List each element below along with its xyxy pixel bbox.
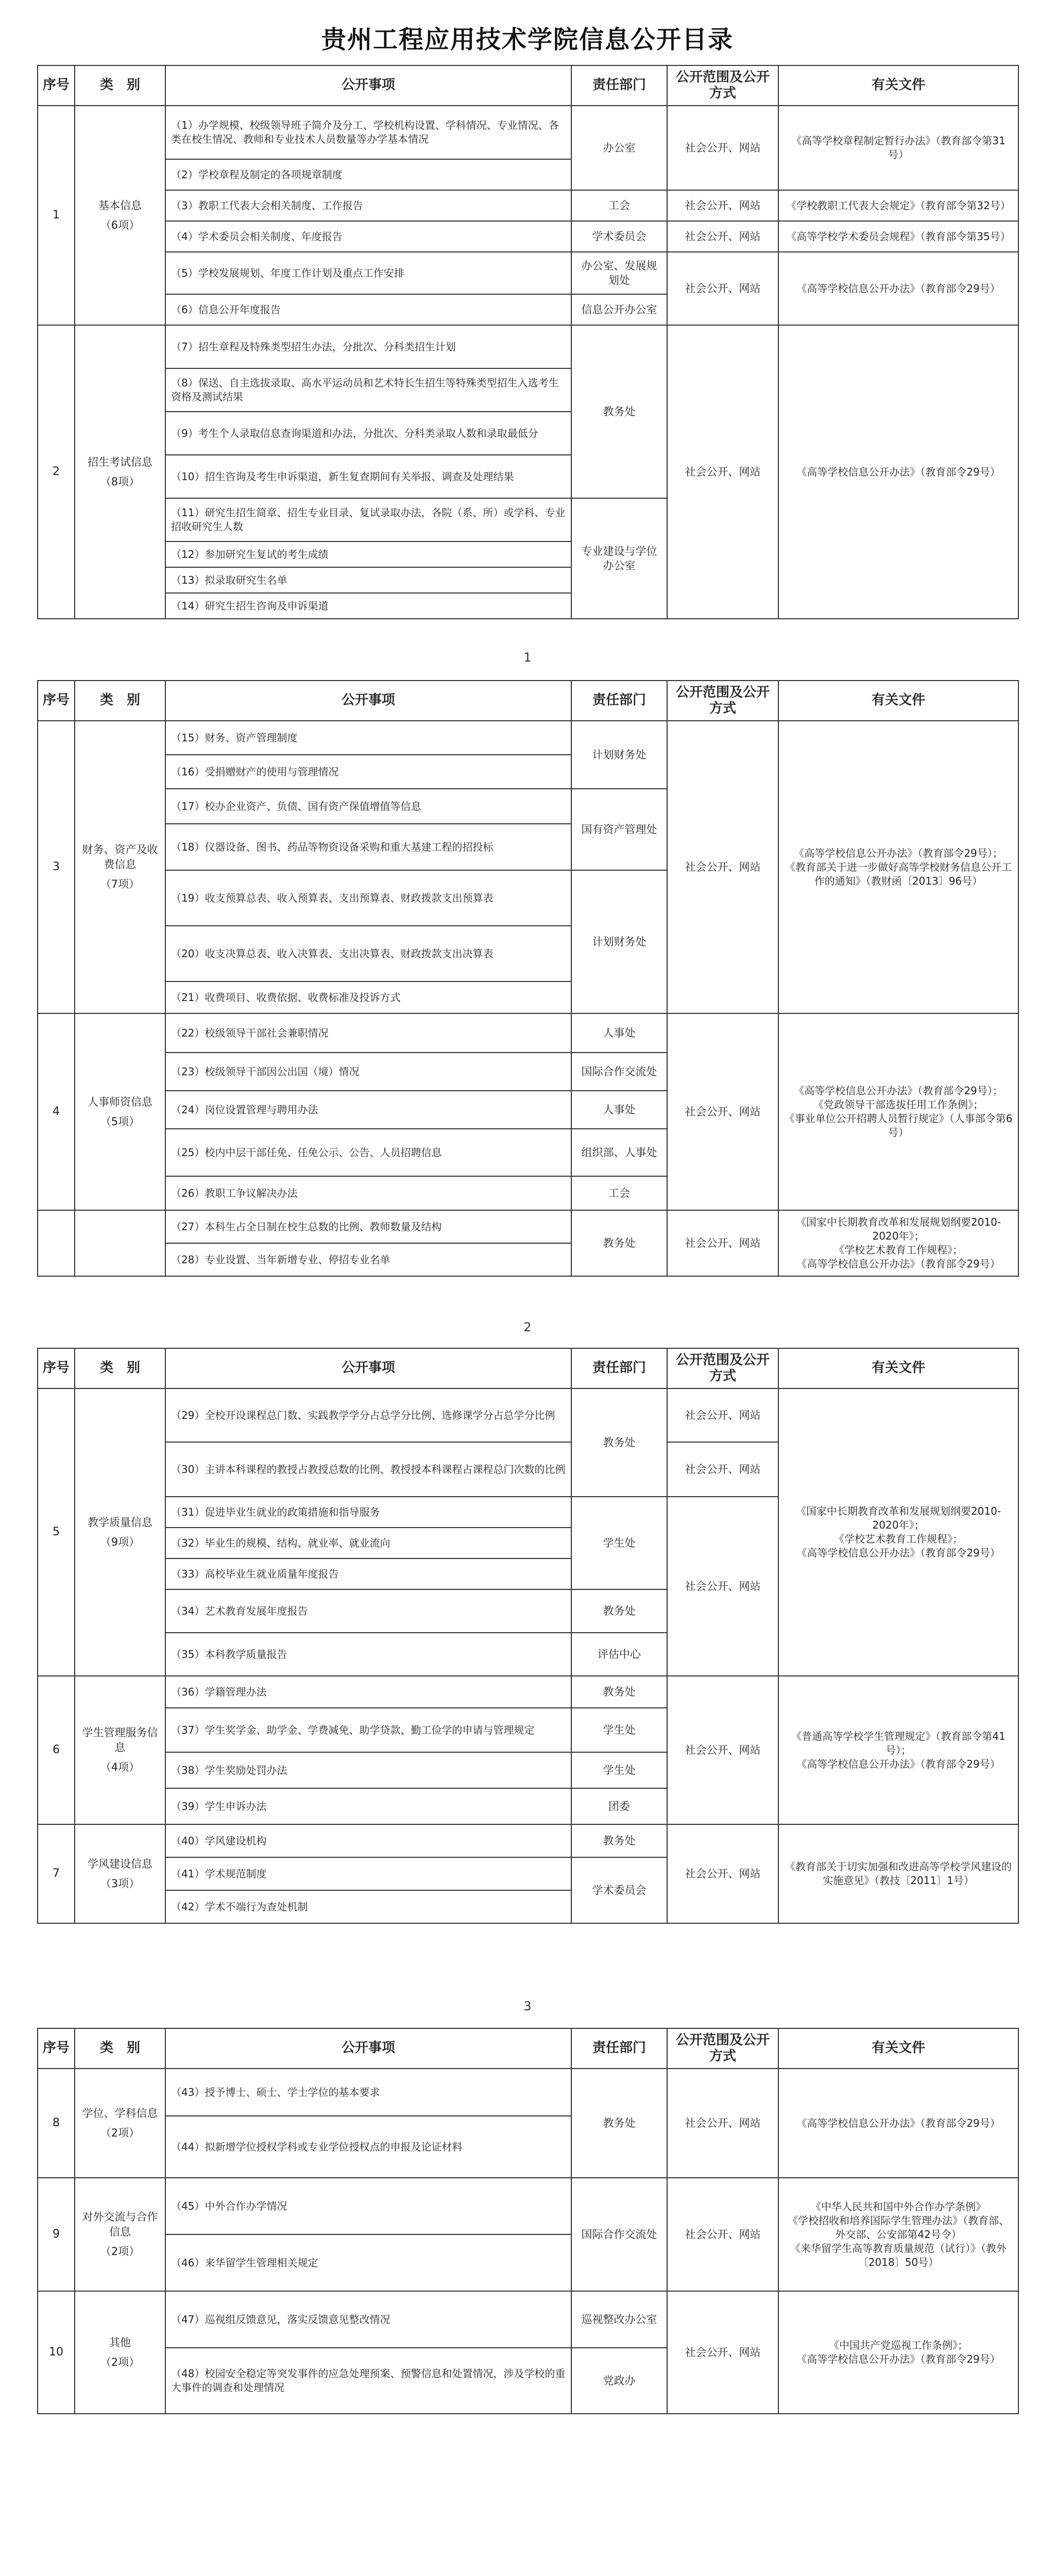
scope-cell: 社会公开、网站 <box>667 2178 778 2291</box>
docs-cell: 《高等学校信息公开办法》（教育部令29号） <box>778 325 1018 619</box>
table-header-row <box>38 1348 1018 1388</box>
scope-cell: 社会公开、网站 <box>667 1442 778 1497</box>
item-cell: （40）学风建设机构 <box>165 1824 571 1857</box>
table-row <box>38 106 1018 159</box>
item-cell: （7）招生章程及特殊类型招生办法，分批次、分科类招生计划 <box>165 325 571 368</box>
doc-line: 《高等学校信息公开办法》（教育部令29号） <box>796 2353 1000 2365</box>
header-category: 类 别 <box>75 681 165 721</box>
item-cell: （22）校级领导干部社会兼职情况 <box>165 1013 571 1053</box>
dept-cell: 学生处 <box>571 1752 667 1788</box>
item-cell: （6）信息公开年度报告 <box>165 294 571 325</box>
table-row <box>38 252 1018 294</box>
dept-cell: 组织部、人事处 <box>571 1129 667 1176</box>
header-item: 公开事项 <box>165 1348 571 1388</box>
item-cell: （4）学术委员会相关制度、年度报告 <box>165 221 571 252</box>
scope-cell: 社会公开、网站 <box>667 1210 778 1276</box>
docs-cell: 《高等学校学术委员会规程》（教育部令第35号） <box>778 221 1018 252</box>
category-count: （2项） <box>100 2356 140 2368</box>
dept-cell: 学术委员会 <box>571 1857 667 1923</box>
docs-cell: 《学校教职工代表大会规定》（教育部令第32号） <box>778 190 1018 221</box>
table-row <box>38 2291 1018 2348</box>
header-category: 类 别 <box>75 2028 165 2069</box>
header-item: 公开事项 <box>165 2028 571 2069</box>
table-header-row <box>38 65 1018 106</box>
item-cell: （30）主讲本科课程的教授占教授总数的比例、教授授本科课程占课程总门次数的比例 <box>165 1442 571 1497</box>
item-cell: （29）全校开设课程总门数、实践教学学分占总学分比例、选修课学分占总学分比例 <box>165 1388 571 1442</box>
item-cell: （23）校级领导干部因公出国（境）情况 <box>165 1053 571 1091</box>
docs-cell <box>778 2178 1018 2291</box>
dept-cell: 团委 <box>571 1788 667 1824</box>
category-count: （2项） <box>100 2245 140 2258</box>
table-header-row <box>38 681 1018 721</box>
item-cell: （28）专业设置、当年新增专业、停招专业名单 <box>165 1243 571 1276</box>
header-item: 公开事项 <box>165 65 571 106</box>
item-cell: （12）参加研究生复试的考生成绩 <box>165 541 571 567</box>
header-docs: 有关文件 <box>778 1348 1018 1388</box>
doc-line: 《教育部关于进一步做好高等学校财务信息公开工作的通知》（教财函〔2013〕96号） <box>785 860 1012 887</box>
document-title: 贵州工程应用技术学院信息公开目录 <box>321 25 734 54</box>
category-name: 学风建设信息 <box>88 1857 152 1870</box>
item-cell: （25）校内中层干部任免、任免公示、公告、人员招聘信息 <box>165 1129 571 1176</box>
category-name: 其他 <box>109 2336 131 2349</box>
item-cell: （35）本科教学质量报告 <box>165 1633 571 1676</box>
header-docs: 有关文件 <box>778 65 1018 106</box>
scope-cell: 社会公开、网站 <box>667 1676 778 1824</box>
header-scope: 公开范围及公开方式 <box>667 681 778 721</box>
group-number: 10 <box>38 2291 75 2414</box>
group-category <box>75 106 165 325</box>
scope-cell: 社会公开、网站 <box>667 2069 778 2178</box>
category-count: （2项） <box>100 2127 140 2139</box>
table-row <box>38 1388 1018 1442</box>
scope-cell: 社会公开、网站 <box>667 252 778 325</box>
dept-cell: 人事处 <box>571 1091 667 1129</box>
table-row <box>38 721 1018 755</box>
item-cell: （45）中外合作办学情况 <box>165 2178 571 2234</box>
group-number: 1 <box>38 106 75 325</box>
header-dept: 责任部门 <box>571 1348 667 1388</box>
group-category <box>75 721 165 1013</box>
group-category <box>75 1013 165 1210</box>
group-category <box>75 325 165 619</box>
group-category <box>75 2291 165 2414</box>
item-cell: （26）教职工争议解决办法 <box>165 1176 571 1210</box>
doc-line: 《中国共产党巡视工作条例》； <box>829 2339 968 2351</box>
scope-cell: 社会公开、网站 <box>667 1013 778 1210</box>
category-count: （9项） <box>100 1536 140 1548</box>
item-cell: （44）拟新增学位授权学科或专业学位授权点的申报及论证材料 <box>165 2116 571 2178</box>
category-count: （6项） <box>100 219 140 231</box>
directory-table-page-4 <box>37 2028 1019 2414</box>
category-name: 基本信息 <box>98 199 142 212</box>
docs-cell <box>778 1210 1018 1276</box>
category-count: （8项） <box>100 476 140 488</box>
table-row <box>38 1210 1018 1243</box>
doc-line: 《普通高等学校学生管理规定》（教育部令第41号）； <box>791 1730 1006 1756</box>
item-cell: （42）学术不端行为查处机制 <box>165 1890 571 1923</box>
group-category <box>75 1388 165 1676</box>
item-cell: （24）岗位设置管理与聘用办法 <box>165 1091 571 1129</box>
header-docs: 有关文件 <box>778 681 1018 721</box>
dept-cell: 办公室、发展规划处 <box>571 252 667 294</box>
category-count: （5项） <box>100 1115 140 1128</box>
item-cell: （11）研究生招生简章、招生专业目录、复试录取办法，各院（系、所）或学科、专业招收研究生人数 <box>165 498 571 541</box>
table-row <box>38 1824 1018 1857</box>
group-number: 4 <box>38 1013 75 1210</box>
item-cell: （14）研究生招生咨询及申诉渠道 <box>165 593 571 619</box>
dept-cell: 工会 <box>571 1176 667 1210</box>
table-row <box>38 1676 1018 1708</box>
header-category: 类 别 <box>75 1348 165 1388</box>
dept-cell: 人事处 <box>571 1013 667 1053</box>
docs-cell <box>778 2291 1018 2414</box>
page-number: 2 <box>523 1320 532 1334</box>
group-number: 8 <box>38 2069 75 2178</box>
header-seq: 序号 <box>38 65 75 106</box>
doc-line: 《高等学校信息公开办法》（教育部令29号） <box>796 1757 1000 1770</box>
group-number-empty <box>38 1210 75 1276</box>
doc-line: 《党政领导干部选拔任用工作条例》； <box>813 1098 983 1111</box>
dept-cell: 工会 <box>571 190 667 221</box>
docs-cell <box>778 1388 1018 1676</box>
category-count: （3项） <box>100 1877 140 1890</box>
dept-cell: 巡视整改办公室 <box>571 2291 667 2348</box>
header-category: 类 别 <box>75 65 165 106</box>
item-cell: （33）高校毕业生就业质量年度报告 <box>165 1558 571 1589</box>
category-count: （7项） <box>100 878 140 891</box>
dept-cell: 教务处 <box>571 2069 667 2178</box>
header-scope: 公开范围及公开方式 <box>667 2028 778 2069</box>
header-dept: 责任部门 <box>571 65 667 106</box>
item-cell: （5）学校发展规划、年度工作计划及重点工作安排 <box>165 252 571 294</box>
scope-cell: 社会公开、网站 <box>667 325 778 619</box>
docs-cell: 《教育部关于切实加强和改进高等学校学风建设的实施意见》（教技〔2011〕1号） <box>778 1824 1018 1923</box>
dept-cell: 国际合作交流处 <box>571 1053 667 1091</box>
dept-cell: 教务处 <box>571 1210 667 1276</box>
group-number: 6 <box>38 1676 75 1824</box>
page-number: 3 <box>523 1999 532 2013</box>
dept-cell: 评估中心 <box>571 1633 667 1676</box>
docs-cell <box>778 721 1018 1013</box>
item-cell: （17）校办企业资产、负债、国有资产保值增值等信息 <box>165 789 571 824</box>
table-row <box>38 325 1018 368</box>
table-row <box>38 2178 1018 2234</box>
dept-cell: 信息公开办公室 <box>571 294 667 325</box>
dept-cell: 教务处 <box>571 1676 667 1708</box>
item-cell: （38）学生奖励处罚办法 <box>165 1752 571 1788</box>
header-docs: 有关文件 <box>778 2028 1018 2069</box>
header-scope: 公开范围及公开方式 <box>667 65 778 106</box>
item-cell: （19）收支预算总表、收入预算表、支出预算表、财政拨款支出预算表 <box>165 870 571 926</box>
item-cell: （16）受捐赠财产的使用与管理情况 <box>165 755 571 789</box>
item-cell: （2）学校章程及制定的各项规章制度 <box>165 159 571 190</box>
doc-line: 《高等学校信息公开办法》（教育部令29号）； <box>794 1084 1003 1097</box>
docs-cell: 《高等学校章程制定暂行办法》（教育部令第31号） <box>778 106 1018 190</box>
category-name: 对外交流与合作信息 <box>82 2211 158 2238</box>
category-count: （4项） <box>100 1761 140 1774</box>
doc-line: 《学校招收和培养国际学生管理办法》（教育部、外交部、公安部第42号令） <box>788 2214 1009 2241</box>
item-cell: （27）本科生占全日制在校生总数的比例、教师数量及结构 <box>165 1210 571 1243</box>
docs-cell: 《高等学校信息公开办法》（教育部令29号） <box>778 2069 1018 2178</box>
docs-cell <box>778 1676 1018 1824</box>
header-seq: 序号 <box>38 1348 75 1388</box>
dept-cell: 教务处 <box>571 1824 667 1857</box>
header-seq: 序号 <box>38 681 75 721</box>
doc-line: 《国家中长期教育改革和发展规划纲要2010-2020年》； <box>795 1505 1001 1531</box>
docs-cell <box>778 1013 1018 1210</box>
item-cell: （18）仪器设备、图书、药品等物资设备采购和重大基建工程的招投标 <box>165 824 571 870</box>
dept-cell: 计划财务处 <box>571 721 667 789</box>
table-header-row <box>38 2028 1018 2069</box>
dept-cell: 教务处 <box>571 1388 667 1497</box>
dept-cell: 计划财务处 <box>571 870 667 1013</box>
doc-line: 《中华人民共和国中外合作办学条例》 <box>811 2200 986 2213</box>
scope-cell: 社会公开、网站 <box>667 106 778 190</box>
page-number: 1 <box>523 650 532 665</box>
doc-line: 《来华留学生高等教育质量规范（试行）》（教外〔2018〕50号） <box>790 2242 1007 2268</box>
doc-line: 《高等学校信息公开办法》（教育部令29号） <box>796 1547 1000 1559</box>
dept-cell: 教务处 <box>571 325 667 498</box>
dept-cell: 国际合作交流处 <box>571 2178 667 2291</box>
category-name: 招生考试信息 <box>88 455 152 468</box>
dept-cell: 教务处 <box>571 1589 667 1633</box>
header-dept: 责任部门 <box>571 2028 667 2069</box>
doc-line: 《事业单位公开招聘人员暂行规定》（人事部令第6号） <box>784 1112 1013 1139</box>
table-row <box>38 221 1018 252</box>
docs-cell: 《高等学校信息公开办法》（教育部令29号） <box>778 252 1018 325</box>
header-seq: 序号 <box>38 2028 75 2069</box>
category-name: 学位、学科信息 <box>82 2107 158 2120</box>
item-cell: （13）拟录取研究生名单 <box>165 567 571 593</box>
group-number: 9 <box>38 2178 75 2291</box>
table-row <box>38 1013 1018 1053</box>
group-category-empty <box>75 1210 165 1276</box>
scope-cell: 社会公开、网站 <box>667 1824 778 1923</box>
category-name: 人事师资信息 <box>88 1095 152 1108</box>
scope-cell: 社会公开、网站 <box>667 2291 778 2414</box>
dept-cell: 专业建设与学位办公室 <box>571 498 667 619</box>
item-cell: （43）授予博士、硕士、学士学位的基本要求 <box>165 2069 571 2116</box>
item-cell: （39）学生申诉办法 <box>165 1788 571 1824</box>
group-category <box>75 1824 165 1923</box>
scope-cell: 社会公开、网站 <box>667 721 778 1013</box>
directory-table-page-2 <box>37 680 1019 1277</box>
directory-table-page-3 <box>37 1348 1019 1924</box>
doc-line: 《国家中长期教育改革和发展规划纲要2010-2020年》； <box>795 1216 1001 1242</box>
doc-line: 《高等学校信息公开办法》（教育部令29号）； <box>794 846 1003 859</box>
category-name: 财务、资产及收费信息 <box>82 843 158 871</box>
doc-line: 《高等学校信息公开办法》（教育部令29号） <box>796 1258 1000 1270</box>
group-category <box>75 1676 165 1824</box>
item-cell: （32）毕业生的规模、结构、就业率、就业流向 <box>165 1528 571 1558</box>
item-cell: （48）校园安全稳定等突发事件的应急处理预案、预警信息和处置情况，涉及学校的重大事件的调查和处理情况 <box>165 2348 571 2414</box>
dept-cell: 办公室 <box>571 106 667 190</box>
group-number: 7 <box>38 1824 75 1923</box>
item-cell: （10）招生咨询及考生申诉渠道，新生复查期间有关举报、调查及处理结果 <box>165 455 571 498</box>
dept-cell: 学生处 <box>571 1708 667 1752</box>
item-cell: （47）巡视组反馈意见，落实反馈意见整改情况 <box>165 2291 571 2348</box>
table-row <box>38 190 1018 221</box>
category-name: 教学质量信息 <box>88 1516 152 1529</box>
doc-line: 《学校艺术教育工作规程》； <box>834 1533 963 1545</box>
dept-cell: 国有资产管理处 <box>571 789 667 870</box>
item-cell: （20）收支决算总表、收入决算表、支出决算表、财政拨款支出决算表 <box>165 926 571 981</box>
doc-line: 《学校艺术教育工作规程》； <box>834 1244 963 1256</box>
dept-cell: 学术委员会 <box>571 221 667 252</box>
dept-cell: 学生处 <box>571 1497 667 1589</box>
group-number: 5 <box>38 1388 75 1676</box>
item-cell: （1）办学规模、校级领导班子简介及分工、学校机构设置、学科情况、专业情况、各类在校生情况、教师和专业技术人员数量等办学基本情况 <box>165 106 571 159</box>
dept-cell: 党政办 <box>571 2348 667 2414</box>
item-cell: （34）艺术教育发展年度报告 <box>165 1589 571 1633</box>
scope-cell: 社会公开、网站 <box>667 1388 778 1442</box>
scope-cell: 社会公开、网站 <box>667 1497 778 1676</box>
group-number: 2 <box>38 325 75 619</box>
header-dept: 责任部门 <box>571 681 667 721</box>
group-number: 3 <box>38 721 75 1013</box>
item-cell: （31）促进毕业生就业的政策措施和指导服务 <box>165 1497 571 1528</box>
item-cell: （15）财务、资产管理制度 <box>165 721 571 755</box>
item-cell: （8）保送、自主选拔录取、高水平运动员和艺术特长生招生等特殊类型招生入选考生资格及测试结果 <box>165 368 571 412</box>
item-cell: （9）考生个人录取信息查询渠道和办法，分批次、分科类录取人数和录取最低分 <box>165 412 571 455</box>
scope-cell: 社会公开、网站 <box>667 190 778 221</box>
group-category <box>75 2069 165 2178</box>
header-scope: 公开范围及公开方式 <box>667 1348 778 1388</box>
item-cell: （21）收费项目、收费依据、收费标准及投诉方式 <box>165 981 571 1013</box>
item-cell: （46）来华留学生管理相关规定 <box>165 2234 571 2291</box>
item-cell: （3）教职工代表大会相关制度、工作报告 <box>165 190 571 221</box>
category-name: 学生管理服务信息 <box>82 1726 158 1754</box>
item-cell: （37）学生奖学金、助学金、学费减免、助学贷款、勤工俭学的申请与管理规定 <box>165 1708 571 1752</box>
directory-table-page-1 <box>37 65 1019 619</box>
header-item: 公开事项 <box>165 681 571 721</box>
item-cell: （41）学术规范制度 <box>165 1857 571 1890</box>
table-row <box>38 2069 1018 2116</box>
item-cell: （36）学籍管理办法 <box>165 1676 571 1708</box>
group-category <box>75 2178 165 2291</box>
scope-cell: 社会公开、网站 <box>667 221 778 252</box>
